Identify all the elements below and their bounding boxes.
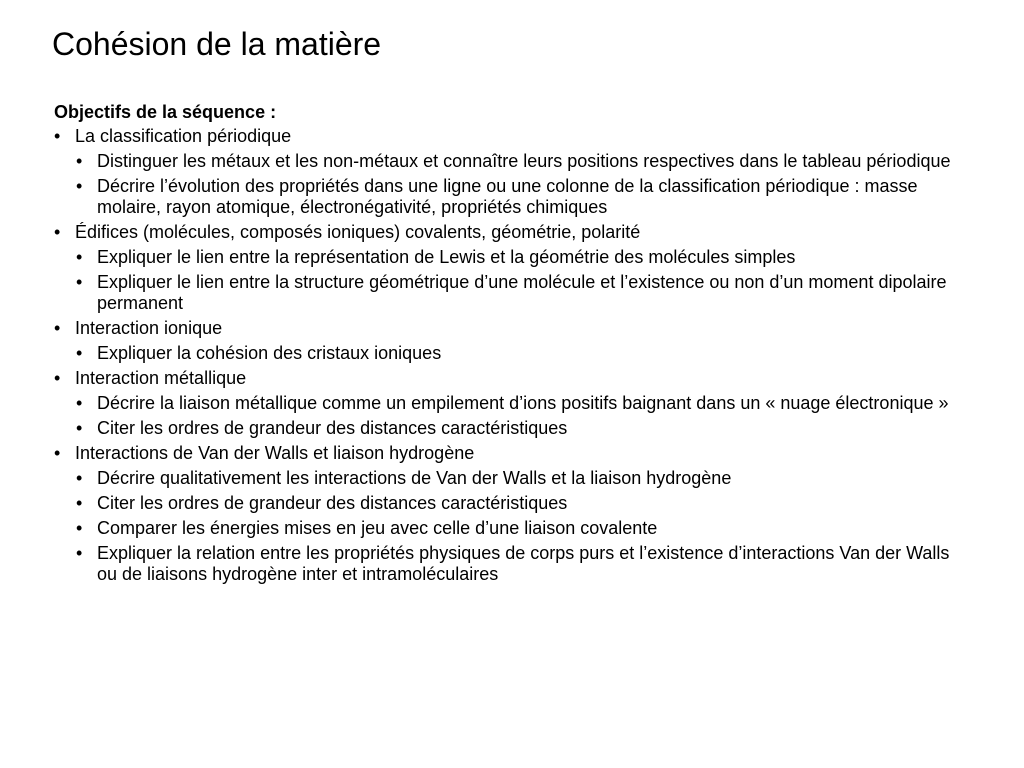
topic-item [54, 368, 974, 439]
objectives-heading: Objectifs de la séquence : [54, 102, 277, 122]
topic-label: Édifices (molécules, composés ioniques) covalents, géométrie, polarité [75, 222, 641, 242]
topic-label: Interaction métallique [75, 368, 247, 388]
objective-item: • Comparer les énergies mises en jeu avec celle d’une liaison covalente [75, 518, 974, 539]
objective-item: • Distinguer les métaux et les non-métaux et connaître leurs positions respectives dans le tableau périodique [75, 151, 974, 172]
topic-item [54, 318, 974, 364]
topic-label: La classification périodique [75, 126, 292, 146]
objective-list [75, 468, 974, 585]
objective-item: • Décrire qualitativement les interactions de Van der Walls et la liaison hydrogène [75, 468, 974, 489]
objective-item: • Expliquer la cohésion des cristaux ioniques [75, 343, 974, 364]
objective-item: • Décrire l’évolution des propriétés dans une ligne ou une colonne de la classification périodique : masse molaire, rayon atomique, électronégativité, propriétés chimiques [75, 176, 974, 218]
topic-list [54, 126, 974, 585]
objective-item: • Décrire la liaison métallique comme un empilement d’ions positifs baignant dans un « nuage électronique » [75, 393, 974, 414]
topic-item [54, 222, 974, 314]
objective-list [75, 247, 974, 314]
slide-content [54, 102, 974, 589]
objective-list [75, 393, 974, 439]
topic-item [54, 443, 974, 585]
topic-label: Interactions de Van der Walls et liaison hydrogène [75, 443, 475, 463]
objective-list [75, 151, 974, 218]
objective-item: • Citer les ordres de grandeur des distances caractéristiques [75, 493, 974, 514]
objective-item: • Expliquer le lien entre la structure géométrique d’une molécule et l’existence ou non d’un moment dipolaire permanent [75, 272, 974, 314]
objective-item: • Expliquer le lien entre la représentation de Lewis et la géométrie des molécules simples [75, 247, 974, 268]
objective-list [75, 343, 974, 364]
slide-title: Cohésion de la matière [52, 26, 382, 62]
topic-label: Interaction ionique [75, 318, 223, 338]
topic-item [54, 126, 974, 218]
objective-item: • Expliquer la relation entre les propriétés physiques de corps purs et l’existence d’interactions Van der Walls ou de liaisons hydrogène inter et intramoléculaires [75, 543, 974, 585]
objective-item: • Citer les ordres de grandeur des distances caractéristiques [75, 418, 974, 439]
